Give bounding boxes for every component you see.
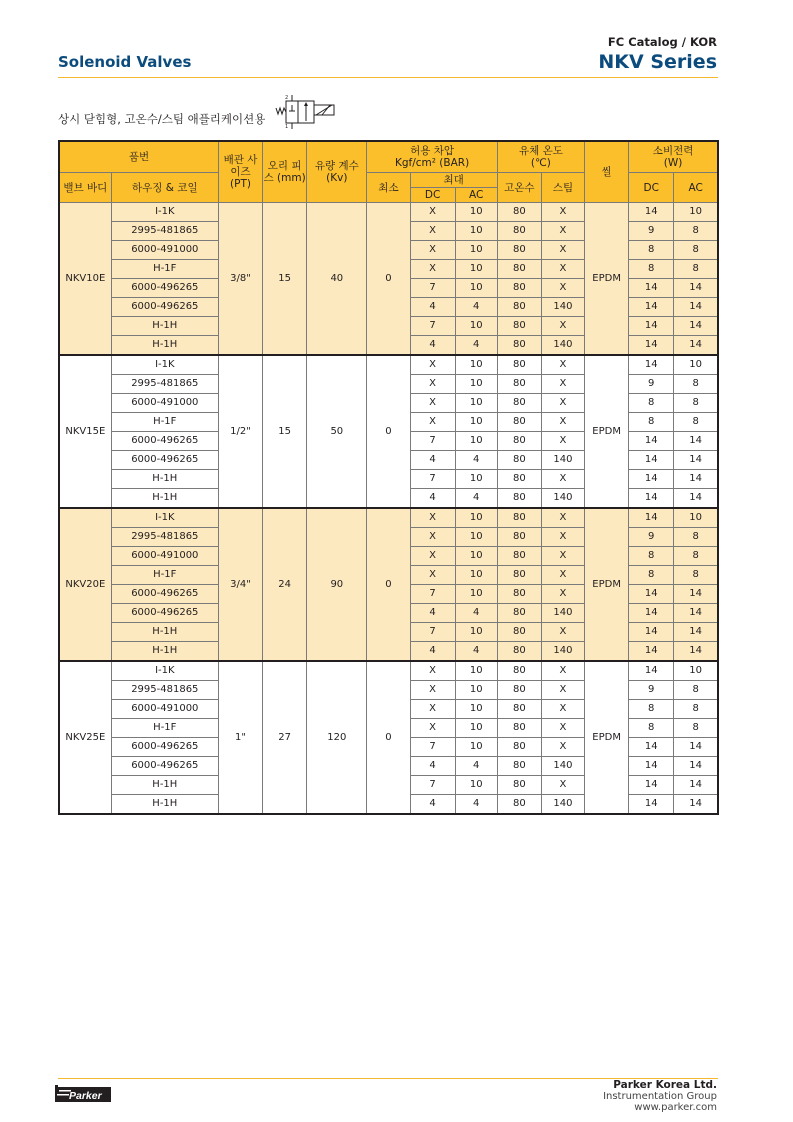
max-pressure-ac-cell: 4 bbox=[455, 451, 497, 470]
table-row bbox=[59, 508, 718, 528]
max-pressure-dc-cell: 7 bbox=[410, 470, 455, 489]
housing-coil-cell: 6000-491000 bbox=[111, 700, 218, 719]
orifice-cell: 15 bbox=[263, 203, 307, 356]
max-pressure-dc-cell: 4 bbox=[410, 336, 455, 356]
hot-water-temp-cell: 80 bbox=[497, 528, 541, 547]
power-ac-cell: 8 bbox=[674, 222, 718, 241]
housing-coil-cell: H-1H bbox=[111, 623, 218, 642]
max-pressure-ac-cell: 4 bbox=[455, 795, 497, 815]
steam-temp-cell: X bbox=[541, 700, 584, 719]
power-ac-cell: 8 bbox=[674, 394, 718, 413]
steam-temp-cell: X bbox=[541, 547, 584, 566]
min-pressure-cell: 0 bbox=[367, 508, 410, 661]
header-seal: 씰 bbox=[585, 141, 629, 203]
hot-water-temp-cell: 80 bbox=[497, 336, 541, 356]
hot-water-temp-cell: 80 bbox=[497, 642, 541, 662]
power-ac-cell: 14 bbox=[674, 776, 718, 795]
max-pressure-dc-cell: X bbox=[410, 222, 455, 241]
max-pressure-ac-cell: 4 bbox=[455, 757, 497, 776]
housing-coil-cell: 2995-481865 bbox=[111, 681, 218, 700]
power-dc-cell: 9 bbox=[629, 375, 674, 394]
max-pressure-dc-cell: X bbox=[410, 355, 455, 375]
hot-water-temp-cell: 80 bbox=[497, 795, 541, 815]
hot-water-temp-cell: 80 bbox=[497, 413, 541, 432]
max-pressure-ac-cell: 10 bbox=[455, 355, 497, 375]
max-pressure-ac-cell: 10 bbox=[455, 623, 497, 642]
hot-water-temp-cell: 80 bbox=[497, 700, 541, 719]
flow-coefficient-cell: 90 bbox=[307, 508, 367, 661]
hot-water-temp-cell: 80 bbox=[497, 451, 541, 470]
housing-coil-cell: H-1H bbox=[111, 489, 218, 509]
hot-water-temp-cell: 80 bbox=[497, 681, 541, 700]
power-dc-cell: 14 bbox=[629, 757, 674, 776]
hot-water-temp-cell: 80 bbox=[497, 432, 541, 451]
max-pressure-dc-cell: X bbox=[410, 700, 455, 719]
max-pressure-ac-cell: 10 bbox=[455, 413, 497, 432]
housing-coil-cell: I-1K bbox=[111, 355, 218, 375]
power-ac-cell: 8 bbox=[674, 260, 718, 279]
power-dc-cell: 8 bbox=[629, 241, 674, 260]
steam-temp-cell: X bbox=[541, 585, 584, 604]
max-pressure-ac-cell: 10 bbox=[455, 681, 497, 700]
power-ac-cell: 8 bbox=[674, 413, 718, 432]
min-pressure-cell: 0 bbox=[367, 355, 410, 508]
header-min: 최소 bbox=[367, 173, 410, 203]
header-hot-water: 고온수 bbox=[497, 173, 541, 203]
power-ac-cell: 8 bbox=[674, 719, 718, 738]
max-pressure-ac-cell: 10 bbox=[455, 776, 497, 795]
hot-water-temp-cell: 80 bbox=[497, 260, 541, 279]
power-ac-cell: 14 bbox=[674, 470, 718, 489]
power-ac-cell: 14 bbox=[674, 489, 718, 509]
max-pressure-dc-cell: X bbox=[410, 413, 455, 432]
housing-coil-cell: I-1K bbox=[111, 508, 218, 528]
max-pressure-dc-cell: X bbox=[410, 719, 455, 738]
header-max-ac: AC bbox=[455, 188, 497, 203]
steam-temp-cell: X bbox=[541, 719, 584, 738]
steam-temp-cell: X bbox=[541, 413, 584, 432]
max-pressure-dc-cell: X bbox=[410, 681, 455, 700]
max-pressure-dc-cell: X bbox=[410, 528, 455, 547]
housing-coil-cell: H-1H bbox=[111, 336, 218, 356]
hot-water-temp-cell: 80 bbox=[497, 317, 541, 336]
max-pressure-dc-cell: X bbox=[410, 241, 455, 260]
power-ac-cell: 8 bbox=[674, 566, 718, 585]
min-pressure-cell: 0 bbox=[367, 661, 410, 814]
max-pressure-ac-cell: 10 bbox=[455, 738, 497, 757]
footer-url: www.parker.com bbox=[634, 1102, 717, 1113]
power-dc-cell: 8 bbox=[629, 413, 674, 432]
power-dc-cell: 8 bbox=[629, 394, 674, 413]
steam-temp-cell: 140 bbox=[541, 604, 584, 623]
pipe-size-cell: 3/8" bbox=[218, 203, 262, 356]
power-dc-cell: 8 bbox=[629, 700, 674, 719]
steam-temp-cell: X bbox=[541, 776, 584, 795]
max-pressure-ac-cell: 10 bbox=[455, 547, 497, 566]
max-pressure-ac-cell: 10 bbox=[455, 375, 497, 394]
max-pressure-dc-cell: X bbox=[410, 394, 455, 413]
steam-temp-cell: X bbox=[541, 432, 584, 451]
power-ac-cell: 14 bbox=[674, 738, 718, 757]
housing-coil-cell: 6000-491000 bbox=[111, 394, 218, 413]
min-pressure-cell: 0 bbox=[367, 203, 410, 356]
max-pressure-ac-cell: 4 bbox=[455, 642, 497, 662]
steam-temp-cell: X bbox=[541, 260, 584, 279]
power-dc-cell: 14 bbox=[629, 642, 674, 662]
power-dc-cell: 14 bbox=[629, 776, 674, 795]
power-ac-cell: 10 bbox=[674, 203, 718, 222]
power-dc-cell: 14 bbox=[629, 604, 674, 623]
steam-temp-cell: X bbox=[541, 355, 584, 375]
steam-temp-cell: X bbox=[541, 623, 584, 642]
power-ac-cell: 10 bbox=[674, 661, 718, 681]
housing-coil-cell: 6000-496265 bbox=[111, 604, 218, 623]
hot-water-temp-cell: 80 bbox=[497, 585, 541, 604]
series-title: NKV Series bbox=[598, 51, 717, 73]
housing-coil-cell: 6000-496265 bbox=[111, 451, 218, 470]
power-ac-cell: 14 bbox=[674, 336, 718, 356]
header-power-unit: (W) bbox=[663, 157, 683, 169]
housing-coil-cell: 6000-491000 bbox=[111, 547, 218, 566]
steam-temp-cell: X bbox=[541, 394, 584, 413]
max-pressure-ac-cell: 10 bbox=[455, 585, 497, 604]
power-ac-cell: 14 bbox=[674, 432, 718, 451]
hot-water-temp-cell: 80 bbox=[497, 279, 541, 298]
valve-body-cell: NKV10E bbox=[59, 203, 111, 356]
pipe-size-cell: 3/4" bbox=[218, 508, 262, 661]
power-dc-cell: 14 bbox=[629, 623, 674, 642]
housing-coil-cell: 6000-496265 bbox=[111, 757, 218, 776]
power-ac-cell: 8 bbox=[674, 681, 718, 700]
housing-coil-cell: H-1F bbox=[111, 719, 218, 738]
power-dc-cell: 9 bbox=[629, 528, 674, 547]
header-power bbox=[629, 141, 718, 173]
steam-temp-cell: X bbox=[541, 738, 584, 757]
power-dc-cell: 14 bbox=[629, 336, 674, 356]
power-dc-cell: 14 bbox=[629, 661, 674, 681]
max-pressure-ac-cell: 10 bbox=[455, 508, 497, 528]
max-pressure-dc-cell: 4 bbox=[410, 489, 455, 509]
power-ac-cell: 14 bbox=[674, 298, 718, 317]
max-pressure-dc-cell: 7 bbox=[410, 317, 455, 336]
steam-temp-cell: X bbox=[541, 279, 584, 298]
steam-temp-cell: X bbox=[541, 508, 584, 528]
housing-coil-cell: 6000-496265 bbox=[111, 738, 218, 757]
max-pressure-ac-cell: 10 bbox=[455, 719, 497, 738]
steam-temp-cell: X bbox=[541, 566, 584, 585]
steam-temp-cell: X bbox=[541, 470, 584, 489]
max-pressure-ac-cell: 4 bbox=[455, 489, 497, 509]
housing-coil-cell: H-1H bbox=[111, 642, 218, 662]
max-pressure-ac-cell: 10 bbox=[455, 241, 497, 260]
hot-water-temp-cell: 80 bbox=[497, 222, 541, 241]
power-dc-cell: 14 bbox=[629, 585, 674, 604]
power-ac-cell: 14 bbox=[674, 757, 718, 776]
header-max: 최대 bbox=[410, 173, 497, 188]
hot-water-temp-cell: 80 bbox=[497, 604, 541, 623]
power-dc-cell: 14 bbox=[629, 279, 674, 298]
header-part-no: 품번 bbox=[59, 141, 218, 173]
hot-water-temp-cell: 80 bbox=[497, 355, 541, 375]
power-dc-cell: 14 bbox=[629, 317, 674, 336]
power-dc-cell: 14 bbox=[629, 298, 674, 317]
max-pressure-ac-cell: 10 bbox=[455, 203, 497, 222]
power-dc-cell: 8 bbox=[629, 547, 674, 566]
power-ac-cell: 14 bbox=[674, 451, 718, 470]
steam-temp-cell: X bbox=[541, 681, 584, 700]
housing-coil-cell: I-1K bbox=[111, 661, 218, 681]
orifice-cell: 24 bbox=[263, 508, 307, 661]
max-pressure-ac-cell: 10 bbox=[455, 222, 497, 241]
header-power-ac: AC bbox=[674, 173, 718, 203]
housing-coil-cell: 6000-491000 bbox=[111, 241, 218, 260]
max-pressure-dc-cell: X bbox=[410, 661, 455, 681]
power-ac-cell: 14 bbox=[674, 317, 718, 336]
power-ac-cell: 14 bbox=[674, 623, 718, 642]
housing-coil-cell: I-1K bbox=[111, 203, 218, 222]
hot-water-temp-cell: 80 bbox=[497, 241, 541, 260]
power-ac-cell: 10 bbox=[674, 508, 718, 528]
steam-temp-cell: X bbox=[541, 528, 584, 547]
steam-temp-cell: X bbox=[541, 203, 584, 222]
max-pressure-ac-cell: 10 bbox=[455, 700, 497, 719]
power-ac-cell: 8 bbox=[674, 700, 718, 719]
housing-coil-cell: H-1H bbox=[111, 470, 218, 489]
power-ac-cell: 8 bbox=[674, 375, 718, 394]
steam-temp-cell: 140 bbox=[541, 298, 584, 317]
max-pressure-dc-cell: 7 bbox=[410, 585, 455, 604]
seal-cell: EPDM bbox=[585, 355, 629, 508]
footer-company: Parker Korea Ltd. bbox=[613, 1079, 717, 1091]
steam-temp-cell: 140 bbox=[541, 451, 584, 470]
footer-group: Instrumentation Group bbox=[603, 1091, 717, 1102]
power-dc-cell: 9 bbox=[629, 681, 674, 700]
power-ac-cell: 8 bbox=[674, 528, 718, 547]
max-pressure-ac-cell: 10 bbox=[455, 394, 497, 413]
flow-coefficient-cell: 50 bbox=[307, 355, 367, 508]
max-pressure-dc-cell: X bbox=[410, 203, 455, 222]
hot-water-temp-cell: 80 bbox=[497, 489, 541, 509]
power-dc-cell: 14 bbox=[629, 432, 674, 451]
max-pressure-dc-cell: 7 bbox=[410, 279, 455, 298]
max-pressure-dc-cell: 4 bbox=[410, 757, 455, 776]
power-dc-cell: 14 bbox=[629, 451, 674, 470]
pipe-size-cell: 1/2" bbox=[218, 355, 262, 508]
power-ac-cell: 8 bbox=[674, 241, 718, 260]
power-dc-cell: 14 bbox=[629, 203, 674, 222]
header-steam: 스팀 bbox=[541, 173, 584, 203]
max-pressure-dc-cell: X bbox=[410, 566, 455, 585]
housing-coil-cell: 2995-481865 bbox=[111, 222, 218, 241]
header-power-dc: DC bbox=[629, 173, 674, 203]
table-row bbox=[59, 661, 718, 681]
table-row bbox=[59, 203, 718, 222]
max-pressure-dc-cell: X bbox=[410, 375, 455, 394]
housing-coil-cell: 6000-496265 bbox=[111, 298, 218, 317]
max-pressure-ac-cell: 4 bbox=[455, 336, 497, 356]
header-max-dc: DC bbox=[410, 188, 455, 203]
orifice-cell: 27 bbox=[263, 661, 307, 814]
header-divider bbox=[58, 77, 718, 78]
max-pressure-ac-cell: 4 bbox=[455, 604, 497, 623]
housing-coil-cell: H-1H bbox=[111, 317, 218, 336]
power-ac-cell: 14 bbox=[674, 795, 718, 815]
power-dc-cell: 14 bbox=[629, 470, 674, 489]
max-pressure-ac-cell: 10 bbox=[455, 528, 497, 547]
header-temp-unit: (℃) bbox=[530, 157, 551, 169]
header-flow-coefficient: 유량 계수 (Kv) bbox=[307, 141, 367, 203]
steam-temp-cell: X bbox=[541, 661, 584, 681]
parker-logo-text: Parker bbox=[69, 1090, 102, 1102]
specification-table-body bbox=[59, 203, 718, 815]
application-subtitle: 상시 닫힘형, 고온수/스팀 애플리케이션용 bbox=[58, 112, 266, 126]
header-orifice: 오리 피스 (mm) bbox=[263, 141, 307, 203]
max-pressure-ac-cell: 10 bbox=[455, 279, 497, 298]
housing-coil-cell: H-1F bbox=[111, 566, 218, 585]
max-pressure-dc-cell: 7 bbox=[410, 623, 455, 642]
housing-coil-cell: 6000-496265 bbox=[111, 432, 218, 451]
power-dc-cell: 8 bbox=[629, 566, 674, 585]
hot-water-temp-cell: 80 bbox=[497, 776, 541, 795]
seal-cell: EPDM bbox=[585, 661, 629, 814]
power-ac-cell: 8 bbox=[674, 547, 718, 566]
steam-temp-cell: 140 bbox=[541, 336, 584, 356]
steam-temp-cell: X bbox=[541, 222, 584, 241]
svg-text:1: 1 bbox=[285, 124, 289, 129]
hot-water-temp-cell: 80 bbox=[497, 566, 541, 585]
housing-coil-cell: 2995-481865 bbox=[111, 528, 218, 547]
power-dc-cell: 14 bbox=[629, 355, 674, 375]
max-pressure-dc-cell: 4 bbox=[410, 642, 455, 662]
power-dc-cell: 9 bbox=[629, 222, 674, 241]
max-pressure-dc-cell: 4 bbox=[410, 795, 455, 815]
max-pressure-ac-cell: 10 bbox=[455, 317, 497, 336]
steam-temp-cell: 140 bbox=[541, 642, 584, 662]
max-pressure-ac-cell: 10 bbox=[455, 432, 497, 451]
max-pressure-dc-cell: 4 bbox=[410, 451, 455, 470]
steam-temp-cell: 140 bbox=[541, 489, 584, 509]
header-pressure-label: 허용 차압 bbox=[410, 145, 455, 157]
specification-table bbox=[58, 140, 719, 815]
housing-coil-cell: H-1H bbox=[111, 776, 218, 795]
seal-cell: EPDM bbox=[585, 203, 629, 356]
hot-water-temp-cell: 80 bbox=[497, 757, 541, 776]
max-pressure-ac-cell: 10 bbox=[455, 661, 497, 681]
hot-water-temp-cell: 80 bbox=[497, 298, 541, 317]
steam-temp-cell: X bbox=[541, 317, 584, 336]
hot-water-temp-cell: 80 bbox=[497, 394, 541, 413]
max-pressure-ac-cell: 4 bbox=[455, 298, 497, 317]
max-pressure-ac-cell: 10 bbox=[455, 470, 497, 489]
valve-body-cell: NKV15E bbox=[59, 355, 111, 508]
catalog-label: FC Catalog / KOR bbox=[607, 35, 717, 49]
power-ac-cell: 14 bbox=[674, 279, 718, 298]
flow-coefficient-cell: 120 bbox=[307, 661, 367, 814]
parker-logo bbox=[55, 1085, 111, 1104]
steam-temp-cell: 140 bbox=[541, 757, 584, 776]
seal-cell: EPDM bbox=[585, 508, 629, 661]
two-way-solenoid-valve-symbol-icon bbox=[274, 93, 336, 129]
power-ac-cell: 10 bbox=[674, 355, 718, 375]
power-ac-cell: 14 bbox=[674, 642, 718, 662]
hot-water-temp-cell: 80 bbox=[497, 719, 541, 738]
valve-body-cell: NKV25E bbox=[59, 661, 111, 814]
power-dc-cell: 14 bbox=[629, 738, 674, 757]
hot-water-temp-cell: 80 bbox=[497, 738, 541, 757]
max-pressure-dc-cell: X bbox=[410, 260, 455, 279]
valve-body-cell: NKV20E bbox=[59, 508, 111, 661]
housing-coil-cell: 6000-496265 bbox=[111, 279, 218, 298]
orifice-cell: 15 bbox=[263, 355, 307, 508]
hot-water-temp-cell: 80 bbox=[497, 661, 541, 681]
max-pressure-dc-cell: X bbox=[410, 547, 455, 566]
housing-coil-cell: H-1H bbox=[111, 795, 218, 815]
hot-water-temp-cell: 80 bbox=[497, 203, 541, 222]
header-fluid-temp bbox=[497, 141, 584, 173]
power-dc-cell: 14 bbox=[629, 489, 674, 509]
hot-water-temp-cell: 80 bbox=[497, 375, 541, 394]
housing-coil-cell: 6000-496265 bbox=[111, 585, 218, 604]
table-row bbox=[59, 355, 718, 375]
power-dc-cell: 8 bbox=[629, 260, 674, 279]
header-pressure-unit: Kgf/cm² (BAR) bbox=[394, 157, 470, 169]
hot-water-temp-cell: 80 bbox=[497, 508, 541, 528]
max-pressure-dc-cell: 7 bbox=[410, 738, 455, 757]
housing-coil-cell: H-1F bbox=[111, 260, 218, 279]
power-dc-cell: 8 bbox=[629, 719, 674, 738]
flow-coefficient-cell: 40 bbox=[307, 203, 367, 356]
steam-temp-cell: 140 bbox=[541, 795, 584, 815]
max-pressure-dc-cell: 7 bbox=[410, 776, 455, 795]
max-pressure-ac-cell: 10 bbox=[455, 566, 497, 585]
max-pressure-ac-cell: 10 bbox=[455, 260, 497, 279]
max-pressure-dc-cell: 4 bbox=[410, 604, 455, 623]
power-ac-cell: 14 bbox=[674, 585, 718, 604]
pipe-size-cell: 1" bbox=[218, 661, 262, 814]
power-ac-cell: 14 bbox=[674, 604, 718, 623]
header-allowable-pressure bbox=[367, 141, 497, 173]
steam-temp-cell: X bbox=[541, 375, 584, 394]
housing-coil-cell: H-1F bbox=[111, 413, 218, 432]
hot-water-temp-cell: 80 bbox=[497, 547, 541, 566]
svg-text:2: 2 bbox=[285, 95, 289, 101]
header-temp-label: 유체 온도 bbox=[518, 145, 563, 157]
max-pressure-dc-cell: X bbox=[410, 508, 455, 528]
power-dc-cell: 14 bbox=[629, 508, 674, 528]
power-dc-cell: 14 bbox=[629, 795, 674, 815]
housing-coil-cell: 2995-481865 bbox=[111, 375, 218, 394]
hot-water-temp-cell: 80 bbox=[497, 623, 541, 642]
header-housing-coil: 하우징 & 코일 bbox=[111, 173, 218, 203]
hot-water-temp-cell: 80 bbox=[497, 470, 541, 489]
max-pressure-dc-cell: 4 bbox=[410, 298, 455, 317]
header-pipe-size: 배관 사이즈 (PT) bbox=[218, 141, 262, 203]
steam-temp-cell: X bbox=[541, 241, 584, 260]
page-section-title: Solenoid Valves bbox=[58, 53, 192, 71]
max-pressure-dc-cell: 7 bbox=[410, 432, 455, 451]
header-valve-body: 밸브 바디 bbox=[59, 173, 111, 203]
header-power-label: 소비전력 bbox=[652, 145, 694, 157]
